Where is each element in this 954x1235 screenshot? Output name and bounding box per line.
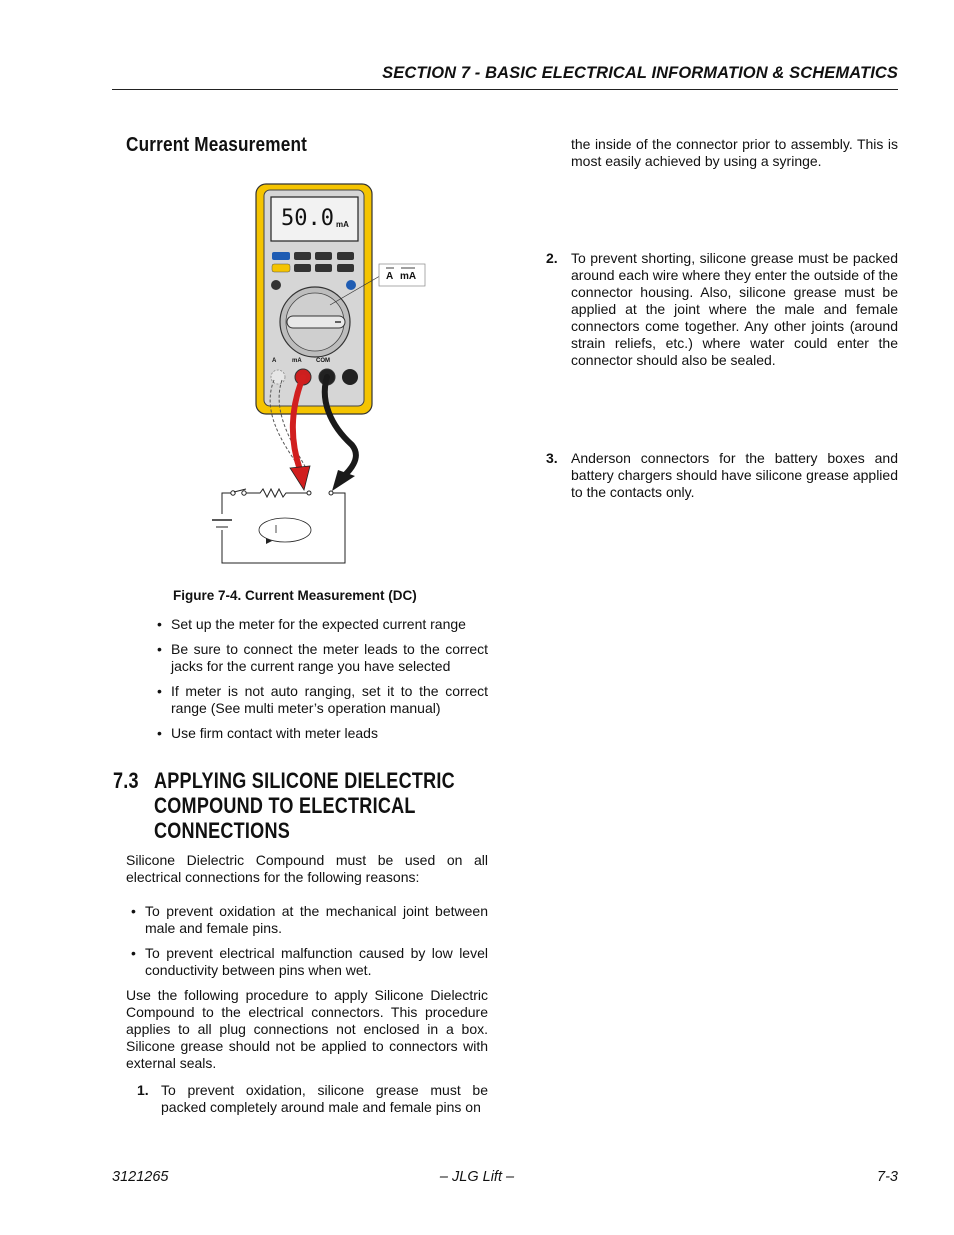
multimeter-figure — [200, 178, 440, 573]
list-item: • Set up the meter for the expected current range — [157, 616, 488, 633]
meter-button — [294, 252, 311, 260]
reasons-list — [131, 903, 488, 987]
step-number: 3. — [546, 450, 558, 466]
jack-label-ma: mA — [292, 358, 302, 364]
footer-center: – JLG Lift – — [439, 1169, 515, 1185]
list-item: • Use firm contact with meter leads — [157, 725, 488, 742]
section-title-line: COMPOUND TO ELECTRICAL — [154, 793, 416, 818]
section-title-line: APPLYING SILICONE DIELECTRIC — [154, 768, 455, 793]
procedure-intro: Use the following procedure to apply Silicone Dielectric Compound to the electrical connectors. This procedure applies to all plug connections not enclosed in a box. Silicone grease should not be applied to connectors with external seals. — [126, 987, 488, 1071]
step-number: 2. — [546, 250, 558, 266]
blue-button — [272, 252, 290, 260]
section-title-line: CONNECTIONS — [154, 818, 291, 843]
circuit-wire — [222, 493, 232, 514]
meter-button — [271, 280, 281, 290]
list-item: • If meter is not auto ranging, set it to the correct range (See multi meter’s operation manual) — [157, 683, 488, 717]
callout-label-ma: mA — [400, 271, 417, 282]
meter-button — [294, 264, 311, 272]
resistor — [246, 489, 308, 497]
display-unit: mA — [336, 220, 349, 229]
doc-number: 3121265 — [112, 1169, 169, 1185]
display-value: 50.0 — [281, 206, 334, 231]
current-measurement-heading: Current Measurement — [126, 134, 308, 156]
section-intro: Silicone Dielectric Compound must be used on all electrical connections for the following reasons: — [126, 852, 488, 885]
yellow-button — [272, 264, 290, 272]
section-number: 7.3 — [113, 768, 139, 793]
jack-label-a: A — [272, 358, 277, 364]
v-jack — [342, 369, 358, 385]
list-item: • To prevent oxidation at the mechanical joint between male and female pins. — [131, 903, 488, 937]
section-header: SECTION 7 - BASIC ELECTRICAL INFORMATION & SCHEMATICS — [382, 64, 898, 82]
step-number: 1. — [137, 1082, 149, 1098]
meter-button — [337, 252, 354, 260]
list-item: • Be sure to connect the meter leads to the correct jacks for the current range you have selected — [157, 641, 488, 675]
meter-button — [315, 252, 332, 260]
meter-button — [346, 280, 356, 290]
figure-caption: Figure 7-4. Current Measurement (DC) — [173, 588, 417, 603]
step-text: To prevent oxidation, silicone grease must be packed completely around male and female pins on — [161, 1082, 488, 1115]
section-title — [154, 768, 455, 843]
jack-label-com: COM — [316, 358, 330, 364]
circuit-wire — [222, 493, 345, 563]
measurement-bullet-list — [157, 616, 488, 750]
meter-button — [315, 264, 332, 272]
step-text: To prevent shorting, silicone grease must be packed around each wire where they enter the outside of the connector housing. Also, silicone grease must be applied at the joint where the male and female connectors come together. Any other joints (around strain reliefs, etc.) where water could enter the connector should also be sealed. — [571, 250, 898, 368]
page-number: 7-3 — [877, 1169, 898, 1185]
callout-label-a: A — [386, 271, 394, 282]
step-text: the inside of the connector prior to assembly. This is most easily achieved by using a syringe. — [571, 136, 898, 169]
black-probe — [332, 470, 355, 491]
red-probe — [290, 466, 310, 490]
meter-button — [337, 264, 354, 272]
step-text: Anderson connectors for the battery boxes and battery chargers should have silicone grease applied to the contacts only. — [571, 450, 898, 500]
list-item: • To prevent electrical malfunction caused by low level conductivity between pins when wet. — [131, 945, 488, 979]
header-rule — [112, 89, 898, 90]
